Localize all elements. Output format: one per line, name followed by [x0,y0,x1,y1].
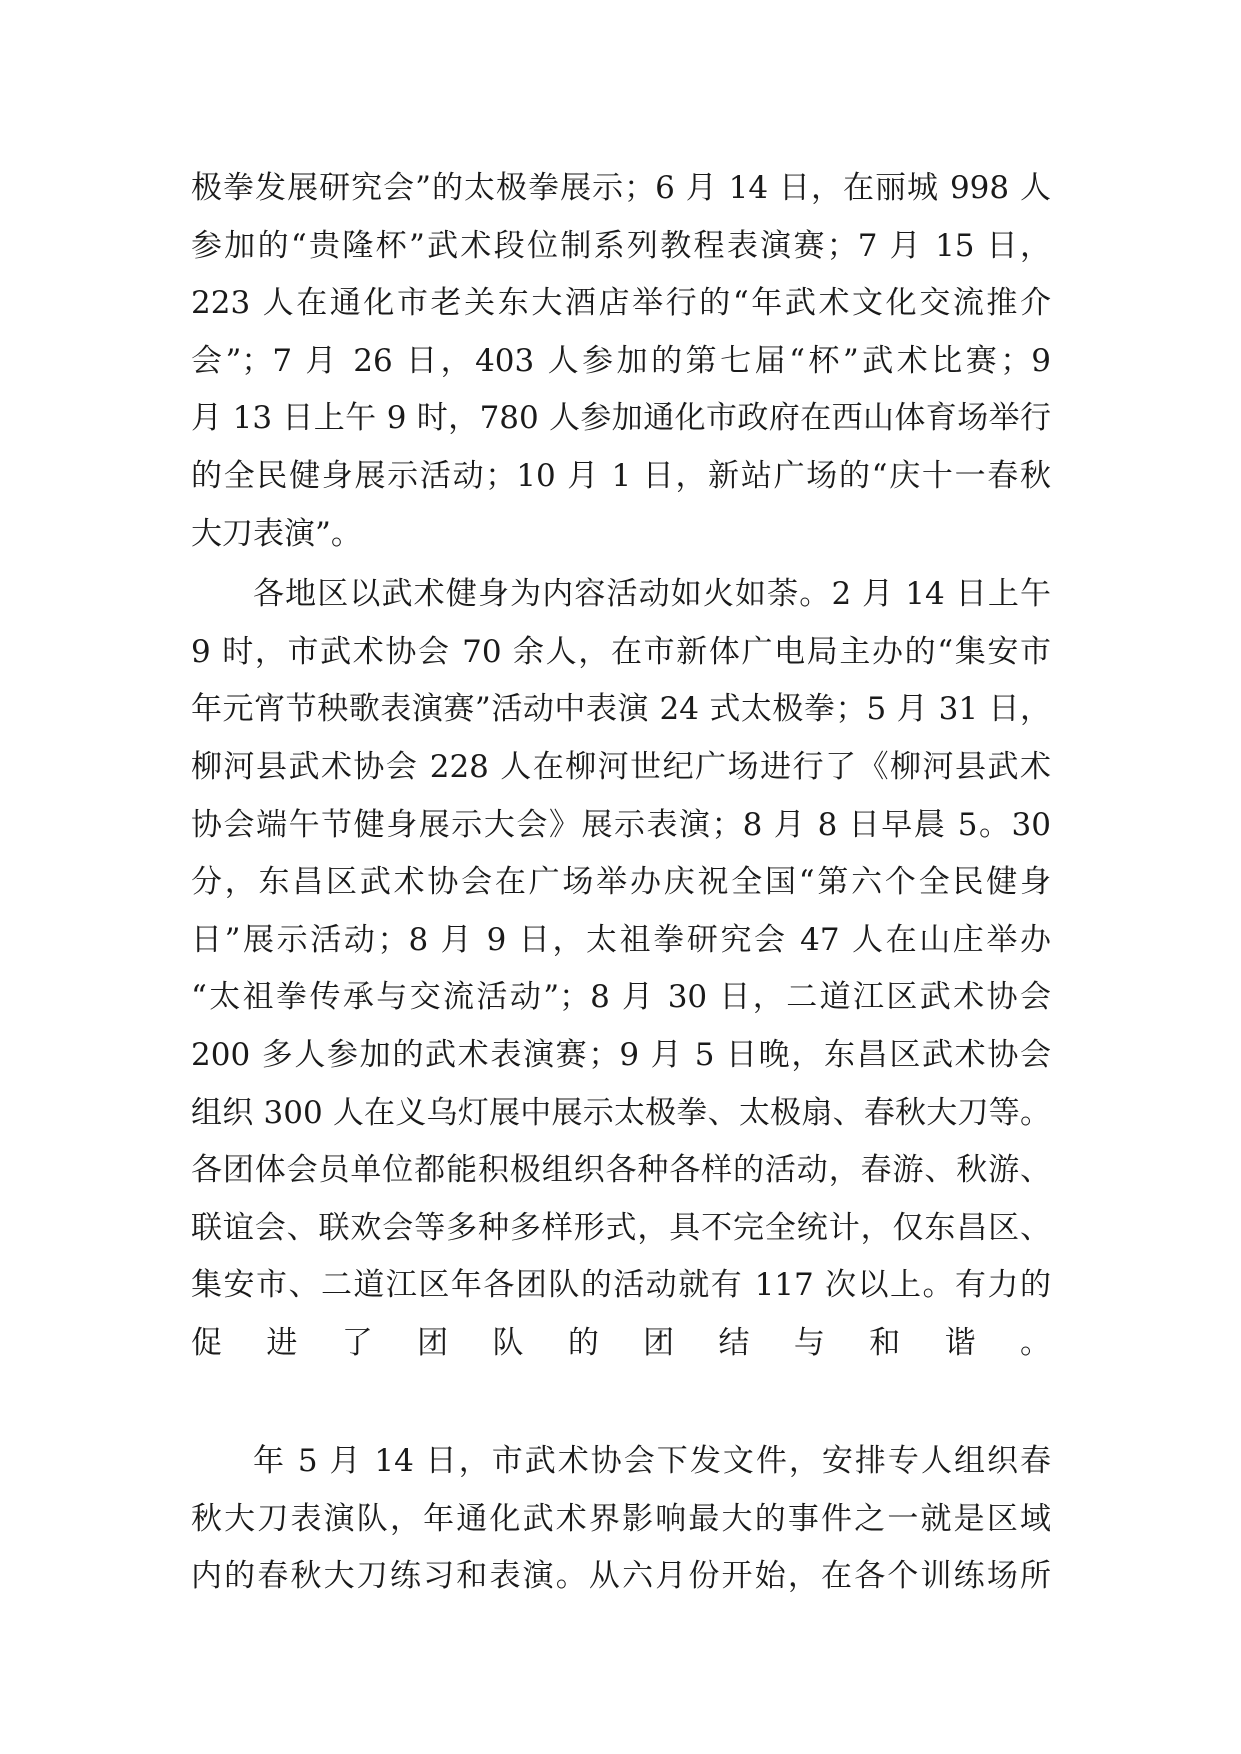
text-line: 各地区以武术健身为内容活动如火如荼。2 月 14 日上午 [253,576,1051,613]
text-line: 月 13 日上午 9 时，780 人参加通化市政府在西山体育场举行 [191,400,1051,437]
text-line: 秋大刀表演队，年通化武术界影响最大的事件之一就是区域 [191,1500,1051,1537]
text-line: 的全民健身展示活动；10 月 1 日，新站广场的“庆十一春秋 [191,457,1051,494]
text-line: 集安市、二道江区年各团队的活动就有 117 次以上。有力的 [191,1267,1051,1304]
text-line: 9 时，市武术协会 70 余人，在市新体广电局主办的“集安市 [191,633,1051,670]
text-line: 组织 300 人在义乌灯展中展示太极拳、太极扇、春秋大刀等。 [191,1094,1051,1131]
text-line: 协会端午节健身展示大会》展示表演；8 月 8 日早晨 5。30 [191,806,1051,843]
text-line: 大刀表演”。 [191,515,362,552]
paragraph-3 [191,1433,1051,1606]
text-line: 223 人在通化市老关东大酒店举行的“年武术文化交流推介 [191,285,1051,322]
text-line: 参加的“贵隆杯”武术段位制系列教程表演赛；7 月 15 日， [191,227,1051,264]
text-line: 年 5 月 14 日，市武术协会下发文件，安排专人组织春 [253,1443,1051,1480]
text-line: “太祖拳传承与交流活动”；8 月 30 日，二道江区武术协会 [191,979,1051,1016]
text-line: 200 多人参加的武术表演赛；9 月 5 日晚，东昌区武术协会 [191,1036,1051,1073]
text-line: 分，东昌区武术协会在广场举办庆祝全国“第六个全民健身 [191,864,1051,901]
text-line: 柳河县武术协会 228 人在柳河世纪广场进行了《柳河县武术 [191,748,1051,785]
text-line: 年元宵节秧歌表演赛”活动中表演 24 式太极拳；5 月 31 日， [191,691,1051,728]
text-line: 联谊会、联欢会等多种多样形式，具不完全统计，仅东昌区、 [191,1209,1051,1246]
document-body [191,160,1051,1606]
text-line: 内的春秋大刀练习和表演。从六月份开始，在各个训练场所 [191,1558,1051,1595]
paragraph-2 [191,566,1051,1430]
text-line: 各团体会员单位都能积极组织各种各样的活动，春游、秋游、 [191,1152,1051,1189]
text-line: 促进了团队的团结与和谐。 [191,1324,1051,1361]
paragraph-1 [191,160,1051,563]
text-line: 会”；7 月 26 日，403 人参加的第七届“杯”武术比赛；9 [191,342,1051,379]
text-line: 日”展示活动；8 月 9 日，太祖拳研究会 47 人在山庄举办 [191,921,1051,958]
text-line: 极拳发展研究会”的太极拳展示；6 月 14 日，在丽城 998 人 [191,170,1051,206]
text-line [191,1372,1051,1430]
